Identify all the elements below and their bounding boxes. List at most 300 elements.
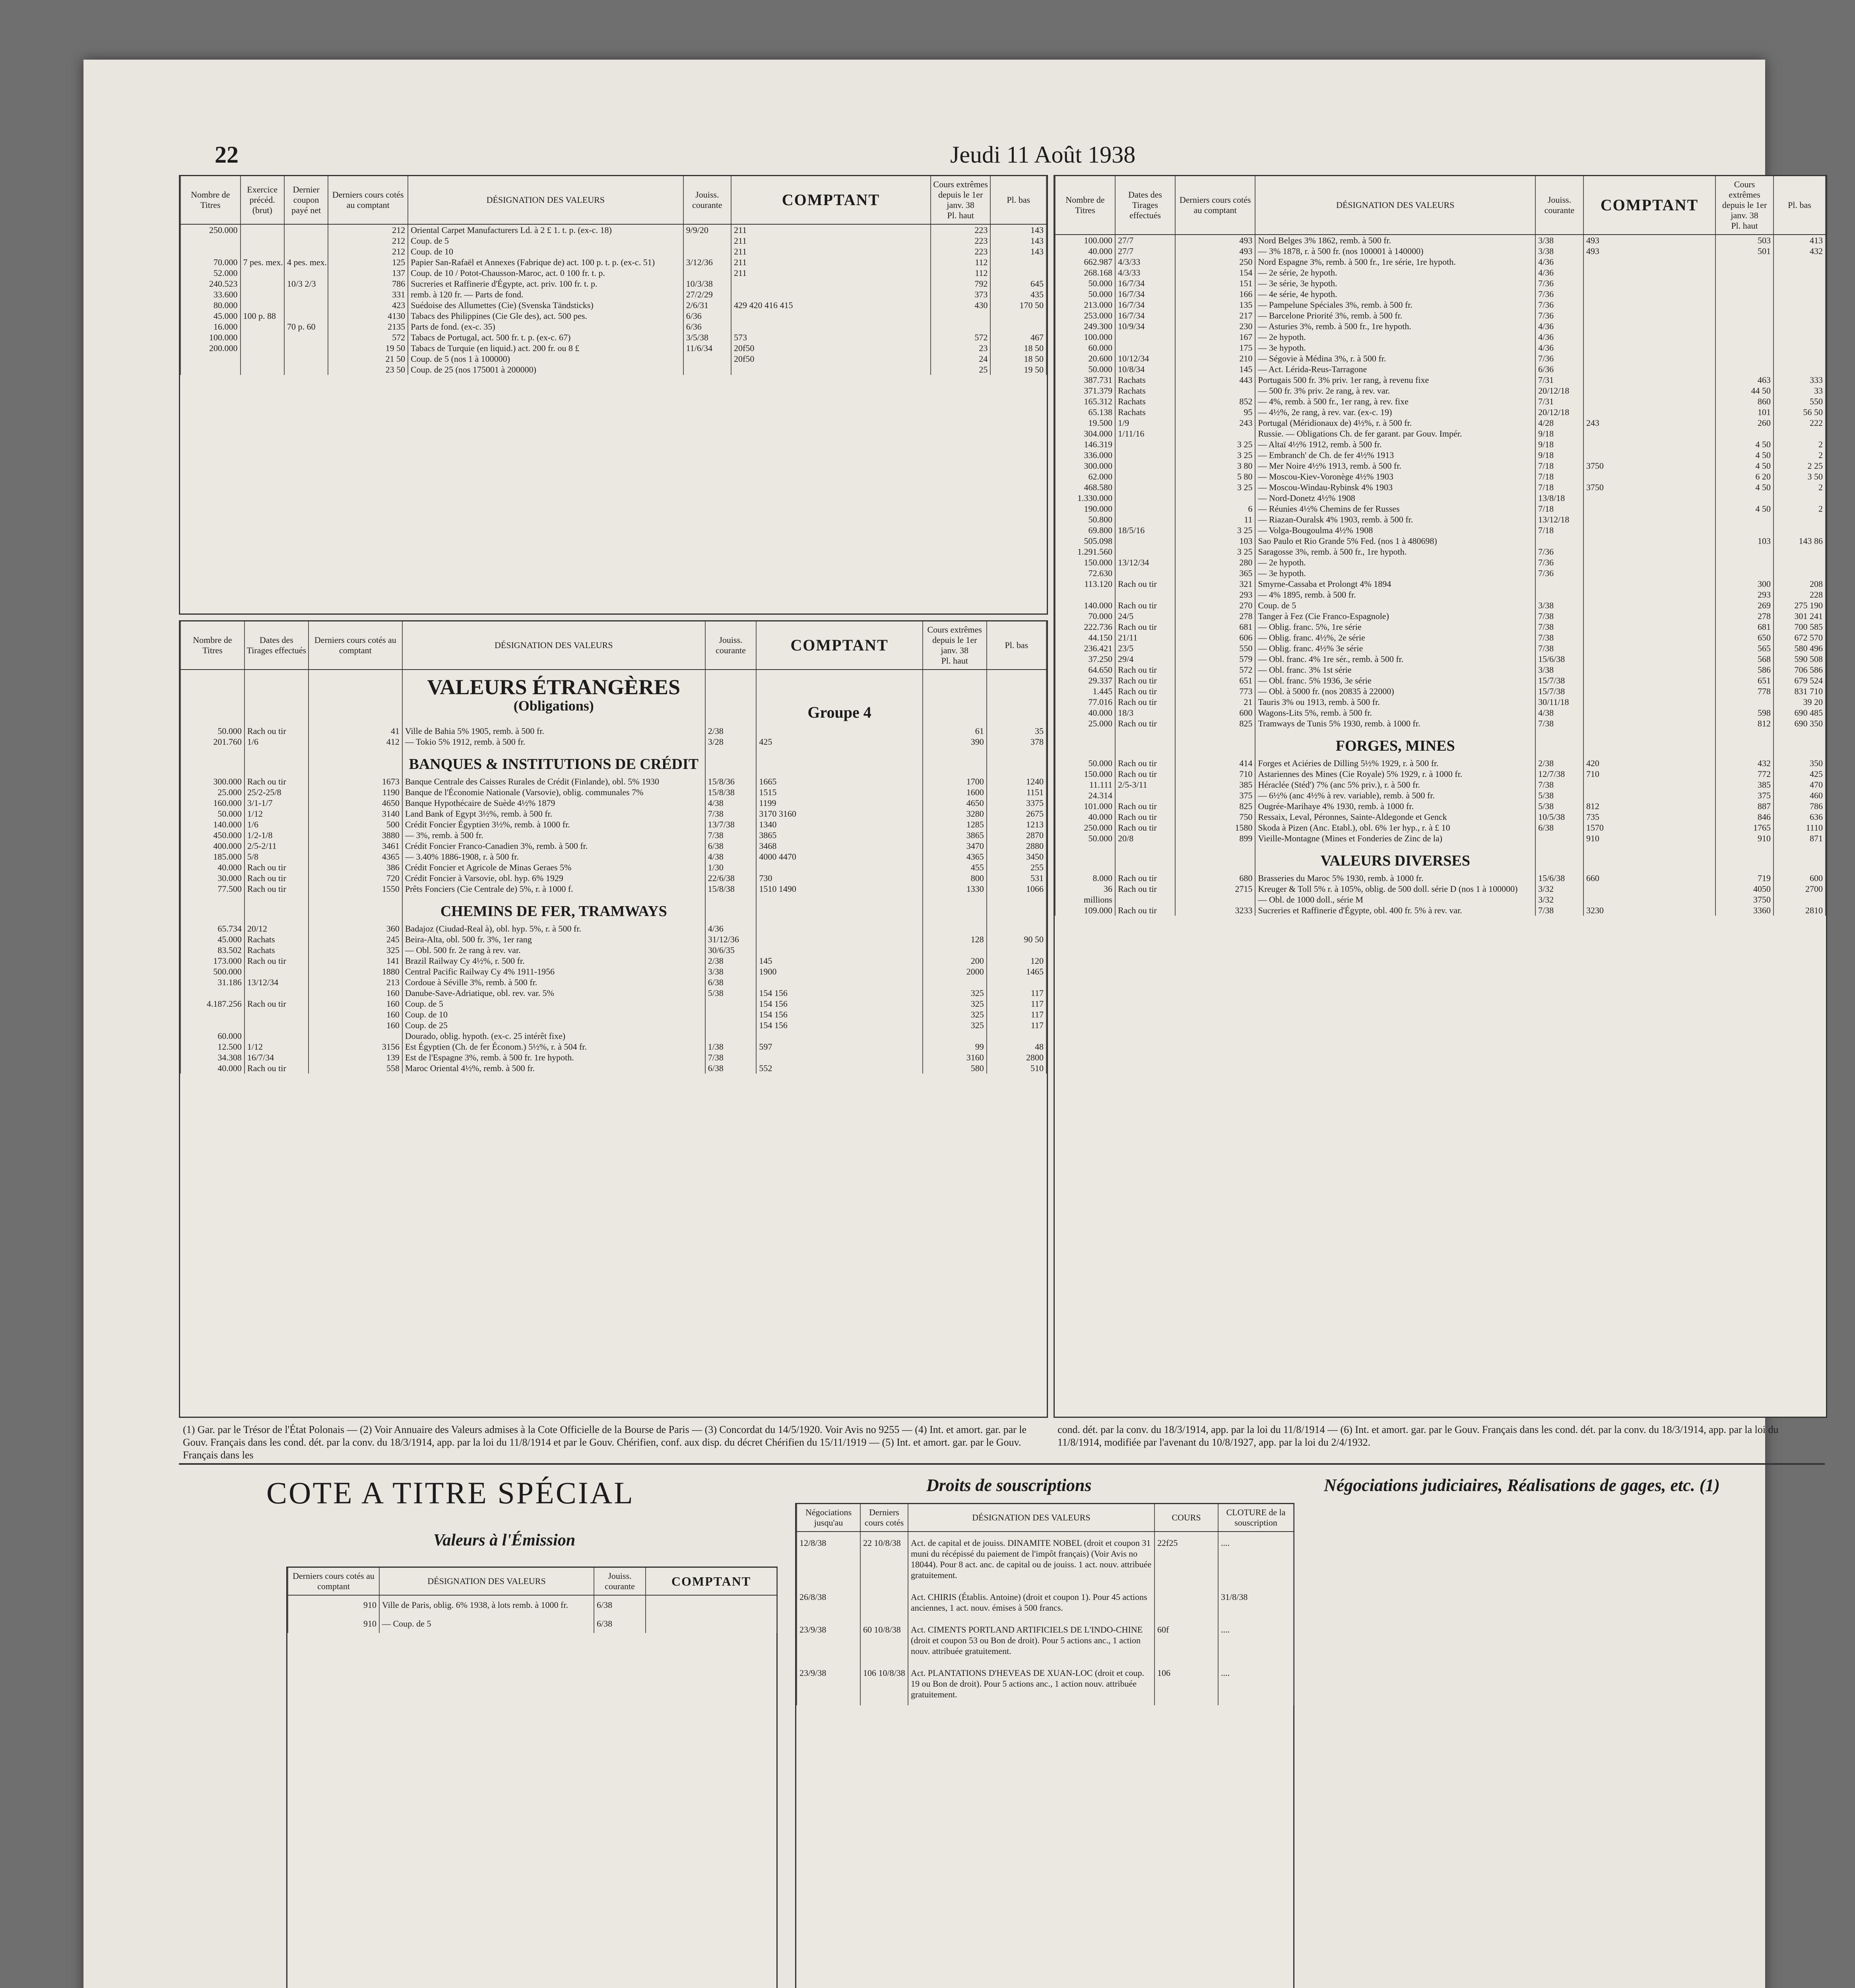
table-cell: 9/18 bbox=[1535, 450, 1583, 460]
table-cell bbox=[1583, 790, 1715, 801]
table-cell: 260 bbox=[1715, 417, 1774, 428]
table-row bbox=[180, 268, 1046, 278]
table-cell: 7/18 bbox=[1535, 503, 1583, 514]
table-cell: 3/32 bbox=[1535, 883, 1583, 894]
table-cell bbox=[1715, 546, 1774, 557]
table-cell: — Act. Lérida-Reus-Tarragone bbox=[1255, 364, 1535, 375]
table-cell: 1.445 bbox=[1055, 686, 1115, 697]
table-cell: Rachats bbox=[244, 945, 309, 955]
table-cell bbox=[731, 278, 931, 289]
table-row bbox=[1055, 514, 1826, 525]
col-derniers-cours: Derniers cours cotés au comptant bbox=[1175, 176, 1255, 235]
table-cell: 573 bbox=[731, 332, 931, 343]
table-cell: 230 bbox=[1175, 321, 1255, 332]
table-row bbox=[180, 966, 1046, 977]
table-cell: 425 bbox=[1774, 769, 1826, 779]
table-cell: — Oblig. franc. 4½%, 2e série bbox=[1255, 632, 1535, 643]
table-cell: 143 bbox=[990, 235, 1046, 246]
table-cell: 3/38 bbox=[1535, 664, 1583, 675]
table-cell bbox=[1175, 894, 1255, 905]
col-derniers-cours: Derniers cours cotés au comptant bbox=[309, 621, 402, 670]
table-cell: 3/28 bbox=[705, 736, 757, 747]
table-cell: — Obl. à 5000 fr. (nos 20835 à 22000) bbox=[1255, 686, 1535, 697]
table-cell: Rach ou tir bbox=[244, 998, 309, 1009]
table-cell: 7/38 bbox=[1535, 643, 1583, 654]
table-row bbox=[180, 1052, 1046, 1063]
table-cell: Banque Centrale des Caisses Rurales de Crédit (Finlande), obl. 5% 1930 bbox=[402, 776, 705, 787]
table-cell: 1/6 bbox=[244, 736, 309, 747]
table-cell: 325 bbox=[923, 988, 987, 998]
table-cell: 2800 bbox=[987, 1052, 1046, 1063]
table-cell: millions bbox=[1055, 894, 1115, 905]
table-row bbox=[1055, 364, 1826, 375]
table-cell bbox=[1774, 514, 1826, 525]
table-cell: 531 bbox=[987, 873, 1046, 883]
table-cell bbox=[1583, 675, 1715, 686]
table-cell: 1550 bbox=[309, 883, 402, 894]
table-cell: 1900 bbox=[756, 966, 922, 977]
table-cell: 31/12/36 bbox=[705, 934, 757, 945]
table-row bbox=[797, 1586, 1294, 1619]
table-cell: — Obl. franc. 3% 1st série bbox=[1255, 664, 1535, 675]
table-cell bbox=[1583, 589, 1715, 600]
table-cell: 243 bbox=[1175, 417, 1255, 428]
table-cell: 2675 bbox=[987, 808, 1046, 819]
table-cell: 750 bbox=[1175, 812, 1255, 822]
col-pl-haut: Cours extrêmes depuis le 1er janv. 38 Pl. haut bbox=[1715, 176, 1774, 235]
table-cell: 672 570 bbox=[1774, 632, 1826, 643]
table-cell bbox=[1583, 632, 1715, 643]
col-tirages: Dates des Tirages effectués bbox=[244, 621, 309, 670]
table-cell bbox=[1583, 514, 1715, 525]
table-cell: 1190 bbox=[309, 787, 402, 798]
table-cell: Sucreries et Raffinerie d'Égypte, act. priv. 100 fr. t. p. bbox=[408, 278, 683, 289]
table-cell: — Riazan-Ouralsk 4% 1903, remb. à 500 fr. bbox=[1255, 514, 1535, 525]
table-cell: Coup. de 25 bbox=[402, 1020, 705, 1031]
table-row bbox=[1055, 568, 1826, 579]
table-cell: 425 bbox=[756, 736, 922, 747]
table-cell: 414 bbox=[1175, 758, 1255, 769]
table-cell: 3880 bbox=[309, 830, 402, 841]
table-cell: 3 25 bbox=[1175, 482, 1255, 493]
table-cell bbox=[284, 235, 328, 246]
table-cell: Nord Espagne 3%, remb. à 500 fr., 1re série, 1re hypoth. bbox=[1255, 256, 1535, 267]
table-cell: 899 bbox=[1175, 833, 1255, 844]
table-cell: 99 bbox=[923, 1041, 987, 1052]
table-row bbox=[1055, 503, 1826, 514]
table-cell: 660 bbox=[1583, 873, 1715, 883]
table-cell: — Coup. de 5 bbox=[379, 1614, 594, 1633]
table-cell bbox=[1583, 654, 1715, 664]
table-row bbox=[180, 235, 1046, 246]
table-cell: 450.000 bbox=[180, 830, 244, 841]
table-cell bbox=[1535, 589, 1583, 600]
table-row bbox=[1055, 460, 1826, 471]
table-cell: 77.016 bbox=[1055, 697, 1115, 707]
table-cell bbox=[705, 1009, 757, 1020]
table-cell: 23 bbox=[931, 343, 991, 353]
table-cell: 373 bbox=[931, 289, 991, 300]
table-cell bbox=[180, 1020, 244, 1031]
table-cell: 20/12/18 bbox=[1535, 385, 1583, 396]
section-obligations: (Obligations) bbox=[402, 699, 705, 726]
table-cell bbox=[1583, 256, 1715, 267]
table-cell: 3 25 bbox=[1175, 450, 1255, 460]
table-cell: 228 bbox=[1774, 589, 1826, 600]
table-row bbox=[180, 1063, 1046, 1074]
table-row bbox=[1055, 299, 1826, 310]
table-row bbox=[180, 311, 1046, 321]
table-cell: 10/5/38 bbox=[1535, 812, 1583, 822]
table-cell: 95 bbox=[1175, 407, 1255, 417]
right-header-row bbox=[1055, 176, 1826, 235]
table-cell: Rach ou tir bbox=[1115, 664, 1175, 675]
table-cell: 1673 bbox=[309, 776, 402, 787]
mid-left-table-block bbox=[179, 620, 1048, 1418]
table-cell bbox=[705, 1031, 757, 1041]
table-cell: 825 bbox=[1175, 718, 1255, 729]
table-cell bbox=[923, 945, 987, 955]
table-cell bbox=[1774, 568, 1826, 579]
table-cell: 7/36 bbox=[1535, 299, 1583, 310]
table-cell: 4365 bbox=[309, 851, 402, 862]
table-cell: Coup. de 10 / Potot-Chausson-Maroc, act. 0 100 fr. t. p. bbox=[408, 268, 683, 278]
table-cell: Suédoise des Allumettes (Cie) (Svenska Tändsticks) bbox=[408, 300, 683, 311]
table-cell: 212 bbox=[328, 235, 408, 246]
table-cell: 7/38 bbox=[1535, 632, 1583, 643]
table-cell: Dourado, oblig. hypoth. (ex-c. 25 intérêt fixe) bbox=[402, 1031, 705, 1041]
table-row bbox=[1055, 894, 1826, 905]
table-row bbox=[180, 808, 1046, 819]
divider bbox=[179, 1463, 1825, 1465]
table-cell: 21 bbox=[1175, 697, 1255, 707]
table-row bbox=[1055, 482, 1826, 493]
table-cell: 3/38 bbox=[705, 966, 757, 977]
table-cell bbox=[1774, 332, 1826, 342]
table-row bbox=[797, 1662, 1294, 1705]
table-cell bbox=[1115, 450, 1175, 460]
table-cell: 40.000 bbox=[1055, 707, 1115, 718]
table-cell bbox=[1583, 536, 1715, 546]
table-cell: Rachats bbox=[1115, 385, 1175, 396]
table-row bbox=[1055, 707, 1826, 718]
table-row bbox=[1055, 289, 1826, 299]
table-cell: 212 bbox=[328, 246, 408, 257]
col-nombre: Nombre de Titres bbox=[1055, 176, 1115, 235]
table-cell: 7/38 bbox=[1535, 718, 1583, 729]
table-cell: 160.000 bbox=[180, 798, 244, 808]
table-row bbox=[1055, 417, 1826, 428]
table-row bbox=[1055, 439, 1826, 450]
table-cell: 70.000 bbox=[180, 257, 241, 268]
table-cell: 40.000 bbox=[180, 862, 244, 873]
table-cell bbox=[1583, 568, 1715, 579]
table-cell bbox=[683, 353, 731, 364]
top-left-header-row bbox=[180, 176, 1046, 224]
right-rows-a bbox=[1055, 235, 1826, 729]
table-cell: 1465 bbox=[987, 966, 1046, 977]
table-cell bbox=[931, 311, 991, 321]
table-cell: 1.330.000 bbox=[1055, 493, 1115, 503]
table-cell: 249.300 bbox=[1055, 321, 1115, 332]
table-cell bbox=[756, 862, 922, 873]
table-cell: 6 bbox=[1175, 503, 1255, 514]
table-cell: 1.291.560 bbox=[1055, 546, 1115, 557]
table-cell: 15/6/38 bbox=[1535, 654, 1583, 664]
table-cell bbox=[1583, 621, 1715, 632]
table-cell: 7/38 bbox=[1535, 905, 1583, 916]
table-cell: 786 bbox=[1774, 801, 1826, 812]
table-cell: Rach ou tir bbox=[1115, 697, 1175, 707]
table-cell bbox=[1535, 579, 1583, 589]
table-cell: 10/9/34 bbox=[1115, 321, 1175, 332]
table-cell bbox=[241, 300, 284, 311]
table-cell: 223 bbox=[931, 246, 991, 257]
table-cell: 580 496 bbox=[1774, 643, 1826, 654]
table-cell: 29/4 bbox=[1115, 654, 1175, 664]
table-row bbox=[797, 1532, 1294, 1586]
table-cell bbox=[1715, 697, 1774, 707]
table-cell: Land Bank of Egypt 3½%, remb. à 500 fr. bbox=[402, 808, 705, 819]
table-cell: 19 50 bbox=[990, 364, 1046, 375]
table-row bbox=[1055, 246, 1826, 256]
table-cell bbox=[683, 246, 731, 257]
table-cell: — Oblig. franc. 5%, 1re série bbox=[1255, 621, 1535, 632]
col-jouiss: Jouiss. courante bbox=[683, 176, 731, 224]
table-cell bbox=[180, 364, 241, 375]
table-cell: 831 710 bbox=[1774, 686, 1826, 697]
table-cell: Rach ou tir bbox=[1115, 812, 1175, 822]
table-cell: Rachats bbox=[1115, 396, 1175, 407]
table-cell: Tramways de Tunis 5% 1930, remb. à 1000 fr. bbox=[1255, 718, 1535, 729]
table-cell: 4/36 bbox=[1535, 321, 1583, 332]
table-cell bbox=[1774, 321, 1826, 332]
table-cell: Rach ou tir bbox=[1115, 600, 1175, 611]
table-cell: 2/5-2/11 bbox=[244, 841, 309, 851]
col-negociations: Négociations jusqu'au bbox=[797, 1504, 860, 1532]
table-cell: 120 bbox=[987, 955, 1046, 966]
table-row bbox=[1055, 621, 1826, 632]
table-cell: 33.600 bbox=[180, 289, 241, 300]
table-cell bbox=[241, 343, 284, 353]
table-cell: — 2e hypoth. bbox=[1255, 557, 1535, 568]
table-row bbox=[288, 1595, 777, 1614]
table-cell bbox=[1583, 450, 1715, 460]
table-cell: Rach ou tir bbox=[244, 873, 309, 883]
table-cell bbox=[241, 364, 284, 375]
table-cell: 154 156 bbox=[756, 1020, 922, 1031]
table-cell: 846 bbox=[1715, 812, 1774, 822]
table-row bbox=[180, 1009, 1046, 1020]
table-cell: 160 bbox=[309, 998, 402, 1009]
table-cell bbox=[1715, 525, 1774, 536]
col-tirages: Dates des Tirages effectués bbox=[1115, 176, 1175, 235]
table-cell: 90 50 bbox=[987, 934, 1046, 945]
table-cell: 36 bbox=[1055, 883, 1115, 894]
table-cell bbox=[244, 1020, 309, 1031]
table-cell: 211 bbox=[731, 246, 931, 257]
table-cell: 112 bbox=[931, 257, 991, 268]
table-cell bbox=[990, 311, 1046, 321]
table-cell: 154 156 bbox=[756, 1009, 922, 1020]
table-cell: 586 bbox=[1715, 664, 1774, 675]
table-cell: 772 bbox=[1715, 769, 1774, 779]
right-table bbox=[1055, 176, 1826, 916]
droits-table bbox=[796, 1504, 1294, 1705]
group-label: Groupe 4 bbox=[756, 699, 922, 726]
table-cell bbox=[756, 1031, 922, 1041]
table-cell: 101.000 bbox=[1055, 801, 1115, 812]
table-cell: — Altaï 4½% 1912, remb. à 500 fr. bbox=[1255, 439, 1535, 450]
table-row bbox=[180, 289, 1046, 300]
table-cell: remb. à 120 fr. — Parts de fond. bbox=[408, 289, 683, 300]
table-cell: 275 190 bbox=[1774, 600, 1826, 611]
table-row bbox=[180, 1020, 1046, 1031]
table-cell: — Barcelone Priorité 3%, remb. à 500 fr. bbox=[1255, 310, 1535, 321]
table-cell: 16/7/34 bbox=[244, 1052, 309, 1063]
table-cell bbox=[1774, 310, 1826, 321]
table-cell: 1340 bbox=[756, 819, 922, 830]
table-cell: Banque Hypothécaire de Suède 4½% 1879 bbox=[402, 798, 705, 808]
table-cell bbox=[1715, 514, 1774, 525]
table-cell: 16/7/34 bbox=[1115, 278, 1175, 289]
table-cell: 463 bbox=[1715, 375, 1774, 385]
table-cell bbox=[990, 268, 1046, 278]
table-cell bbox=[1115, 546, 1175, 557]
table-cell: Coup. de 10 bbox=[408, 246, 683, 257]
table-row bbox=[1055, 758, 1826, 769]
table-cell: 7/38 bbox=[1535, 779, 1583, 790]
table-cell: Rach ou tir bbox=[1115, 883, 1175, 894]
table-cell: 4650 bbox=[309, 798, 402, 808]
table-cell: 3/38 bbox=[1535, 246, 1583, 256]
table-cell: 2/38 bbox=[705, 955, 757, 966]
table-cell: 3865 bbox=[756, 830, 922, 841]
table-cell: 825 bbox=[1175, 801, 1255, 812]
table-cell: 681 bbox=[1175, 621, 1255, 632]
droits-rows bbox=[797, 1532, 1294, 1705]
table-cell: Rach ou tir bbox=[244, 726, 309, 736]
table-cell bbox=[1774, 546, 1826, 557]
table-cell: 786 bbox=[328, 278, 408, 289]
table-cell bbox=[705, 998, 757, 1009]
table-cell: 52.000 bbox=[180, 268, 241, 278]
newspaper-page bbox=[83, 60, 1823, 1988]
table-cell: 4000 4470 bbox=[756, 851, 922, 862]
table-cell: 125 bbox=[328, 257, 408, 268]
table-cell bbox=[1583, 493, 1715, 503]
table-cell: 18/5/16 bbox=[1115, 525, 1175, 536]
table-cell: 117 bbox=[987, 988, 1046, 998]
table-cell: Crédit Foncier Égyptien 3½%, remb. à 1000 fr. bbox=[402, 819, 705, 830]
table-row bbox=[180, 988, 1046, 998]
table-cell: 280 bbox=[1175, 557, 1255, 568]
table-cell: 45.000 bbox=[180, 934, 244, 945]
col-cours: COURS bbox=[1155, 1504, 1218, 1532]
table-cell: 470 bbox=[1774, 779, 1826, 790]
table-cell: Sucreries et Raffinerie d'Égypte, obl. 400 fr. 5% à rev. var. bbox=[1255, 905, 1535, 916]
table-cell: 4130 bbox=[328, 311, 408, 321]
table-cell bbox=[1774, 353, 1826, 364]
table-cell: 662.987 bbox=[1055, 256, 1115, 267]
table-cell: 200 bbox=[923, 955, 987, 966]
table-cell: 651 bbox=[1715, 675, 1774, 686]
table-cell: Brasseries du Maroc 5% 1930, remb. à 1000 fr. bbox=[1255, 873, 1535, 883]
table-cell bbox=[1583, 600, 1715, 611]
table-cell: 680 bbox=[1175, 873, 1255, 883]
table-cell: Papier San-Rafaël et Annexes (Fabrique de) act. 100 p. t. p. (ex-c. 51) bbox=[408, 257, 683, 268]
table-cell: 812 bbox=[1583, 801, 1715, 812]
table-cell: Tabacs de Portugal, act. 500 fr. t. p. (ex-c. 67) bbox=[408, 332, 683, 343]
col-jouiss: Jouiss. courante bbox=[705, 621, 757, 670]
right-rows-c bbox=[1055, 873, 1826, 916]
table-cell: Danube-Save-Adriatique, obl. rev. var. 5% bbox=[402, 988, 705, 998]
table-cell: 16/7/34 bbox=[1115, 289, 1175, 299]
table-cell: 100.000 bbox=[1055, 235, 1115, 246]
table-cell: 37.250 bbox=[1055, 654, 1115, 664]
table-cell: 3750 bbox=[1583, 482, 1715, 493]
table-cell: 151 bbox=[1175, 278, 1255, 289]
table-cell: 636 bbox=[1774, 812, 1826, 822]
table-cell: 15/7/38 bbox=[1535, 686, 1583, 697]
table-row bbox=[1055, 557, 1826, 568]
table-cell: 13/12/34 bbox=[1115, 557, 1175, 568]
table-row bbox=[180, 776, 1046, 787]
table-cell: 19 50 bbox=[328, 343, 408, 353]
table-cell: 25/2-25/8 bbox=[244, 787, 309, 798]
table-row bbox=[1055, 342, 1826, 353]
table-cell bbox=[1774, 342, 1826, 353]
table-cell: 1/38 bbox=[705, 1041, 757, 1052]
table-cell: 50.000 bbox=[1055, 833, 1115, 844]
table-cell bbox=[1583, 353, 1715, 364]
table-cell bbox=[756, 1052, 922, 1063]
table-cell: 700 585 bbox=[1774, 621, 1826, 632]
table-cell: 378 bbox=[987, 736, 1046, 747]
table-cell: 106 10/8/38 bbox=[860, 1662, 908, 1705]
table-cell: Rach ou tir bbox=[1115, 905, 1175, 916]
table-cell: 4/38 bbox=[705, 798, 757, 808]
table-cell bbox=[1774, 256, 1826, 267]
table-cell: 300.000 bbox=[1055, 460, 1115, 471]
table-cell: 278 bbox=[1715, 611, 1774, 621]
table-cell: 60f bbox=[1155, 1619, 1218, 1662]
table-cell: 39 20 bbox=[1774, 697, 1826, 707]
table-cell bbox=[1715, 267, 1774, 278]
table-cell: 160 bbox=[309, 1020, 402, 1031]
table-cell: 185.000 bbox=[180, 851, 244, 862]
table-cell: 4 50 bbox=[1715, 503, 1774, 514]
table-cell bbox=[1774, 557, 1826, 568]
table-cell: 211 bbox=[731, 224, 931, 235]
table-cell bbox=[756, 934, 922, 945]
table-cell: Act. CIMENTS PORTLAND ARTIFICIELS DE L'INDO-CHINE (droit et coupon 53 ou Bon de droit). Pour 5 actions anc., 1 action nouv. attribuée gratuitement. bbox=[908, 1619, 1155, 1662]
table-cell: Parts de fond. (ex-c. 35) bbox=[408, 321, 683, 332]
table-cell bbox=[1774, 289, 1826, 299]
table-cell: 2 bbox=[1774, 482, 1826, 493]
table-cell: 213.000 bbox=[1055, 299, 1115, 310]
table-cell: 100.000 bbox=[180, 332, 241, 343]
table-cell: 910 bbox=[288, 1595, 379, 1614]
col-cloture: CLOTURE de la souscription bbox=[1218, 1504, 1294, 1532]
table-cell: 167 bbox=[1175, 332, 1255, 342]
table-cell: 455 bbox=[923, 862, 987, 873]
table-cell: 112 bbox=[931, 268, 991, 278]
table-row bbox=[180, 1041, 1046, 1052]
table-cell: 4/38 bbox=[1535, 707, 1583, 718]
table-cell bbox=[284, 224, 328, 235]
table-cell: 103 bbox=[1175, 536, 1255, 546]
